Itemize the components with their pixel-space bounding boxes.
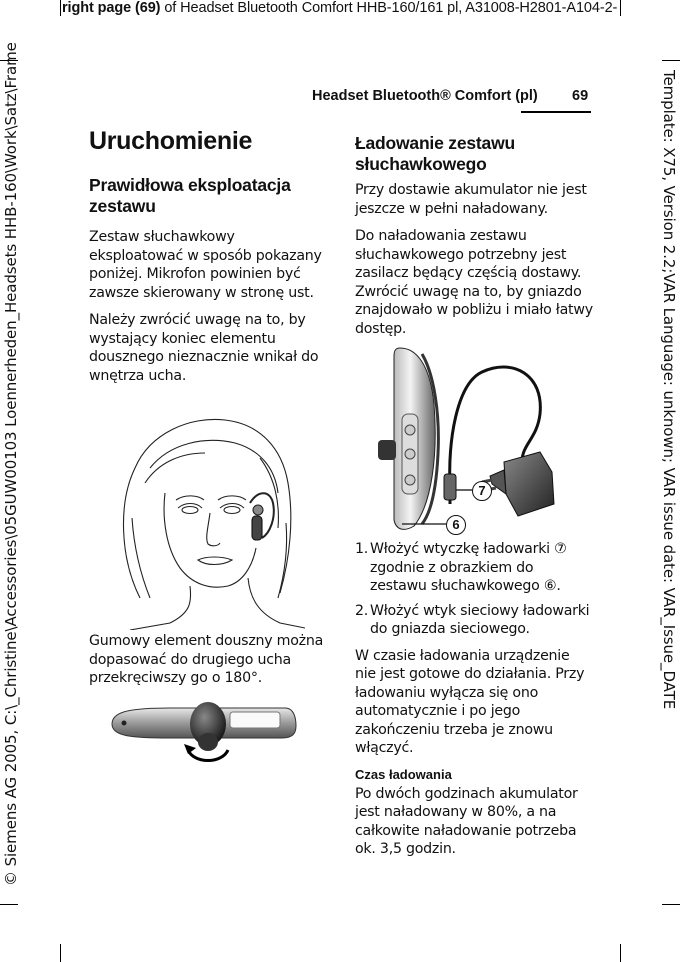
crop-mark <box>60 0 61 16</box>
callout-plug: 7 <box>472 481 492 501</box>
crop-mark <box>620 0 621 16</box>
charging-heading: Ładowanie zestawu słuchawkowego <box>355 133 515 174</box>
frame-page-ref: right page (69) <box>62 0 161 16</box>
frame-info-line <box>62 0 617 16</box>
list-item: 2. Włożyć wtyk sieciowy ładowarki do gniazda sieciowego. <box>355 602 590 637</box>
paragraph: Zestaw słuchawkowy eksploatować w sposób pokazany poniżej. Mikrofon powinien być zawsze skierowany w stronę ust. <box>89 229 322 301</box>
paragraph: Przy dostawie akumulator nie jest jeszcze w pełni naładowany. <box>355 182 587 217</box>
right-column-text <box>355 133 593 347</box>
left-margin-path: © Siemens AG 2005, C:\_Christine\Accessories\05GUW00103 Loennerheden_Headsets HHB-160\Work\Satz\Frame <box>2 42 20 886</box>
charging-time-heading: Czas ładowania <box>355 766 452 782</box>
headset-rotation-illustration <box>110 698 298 766</box>
frame-doc-ref: of Headset Bluetooth Comfort HHB-160/161 pl, A31008-H2801-A104-2- <box>160 0 618 16</box>
crop-mark <box>60 944 61 962</box>
right-margin-template: Template: X75, Version 2.2;VAR Language: unknown; VAR issue date: VAR_Issue_DATE <box>660 70 678 710</box>
left-column-text <box>89 175 325 394</box>
page-title: Uruchomienie <box>89 127 253 155</box>
paragraph: W czasie ładowania urządzenie nie jest gotowe do działania. Przy ładowaniu wyłącza się ono automatycznie i po jego zakończeniu trzeba je znowu włączyć. <box>355 647 585 756</box>
running-header-title: Headset Bluetooth® Comfort (pl) <box>312 88 538 104</box>
header-rule <box>521 111 591 113</box>
crop-mark <box>662 60 680 61</box>
left-column-text-2 <box>89 632 325 697</box>
page-number: 69 <box>572 88 589 104</box>
woman-headset-illustration <box>110 408 305 630</box>
charger-illustration <box>372 344 572 534</box>
paragraph: Należy zwrócić uwagę na to, by wystający koniec elementu dousznego nieznacznie wnikał do wnętrza ucha. <box>89 312 319 384</box>
paragraph: Po dwóch godzinach akumulator jest naładowany w 80%, a na całkowite naładowanie potrzeba ok. 3,5 godzin. <box>355 785 578 857</box>
section-heading: Prawidłowa eksploatacja zestawu <box>89 175 291 216</box>
paragraph: Do naładowania zestawu słuchawkowego potrzebny jest zasilacz będący częścią dostawy. Zwrócić uwagę na to, by gniazdo znajdowało w pobliżu i miało łatwy dostęp. <box>355 228 593 337</box>
charging-steps <box>355 540 593 639</box>
right-column-text-2 <box>355 540 593 868</box>
crop-mark <box>620 944 621 962</box>
list-item: 1. Włożyć wtyczkę ładowarki ⑦ zgodnie z obrazkiem do zestawu słuchawkowego ⑥. <box>355 541 567 594</box>
paragraph: Gumowy element douszny można dopasować do drugiego ucha przekręciwszy go o 180°. <box>89 633 324 686</box>
callout-socket: 6 <box>446 515 466 535</box>
